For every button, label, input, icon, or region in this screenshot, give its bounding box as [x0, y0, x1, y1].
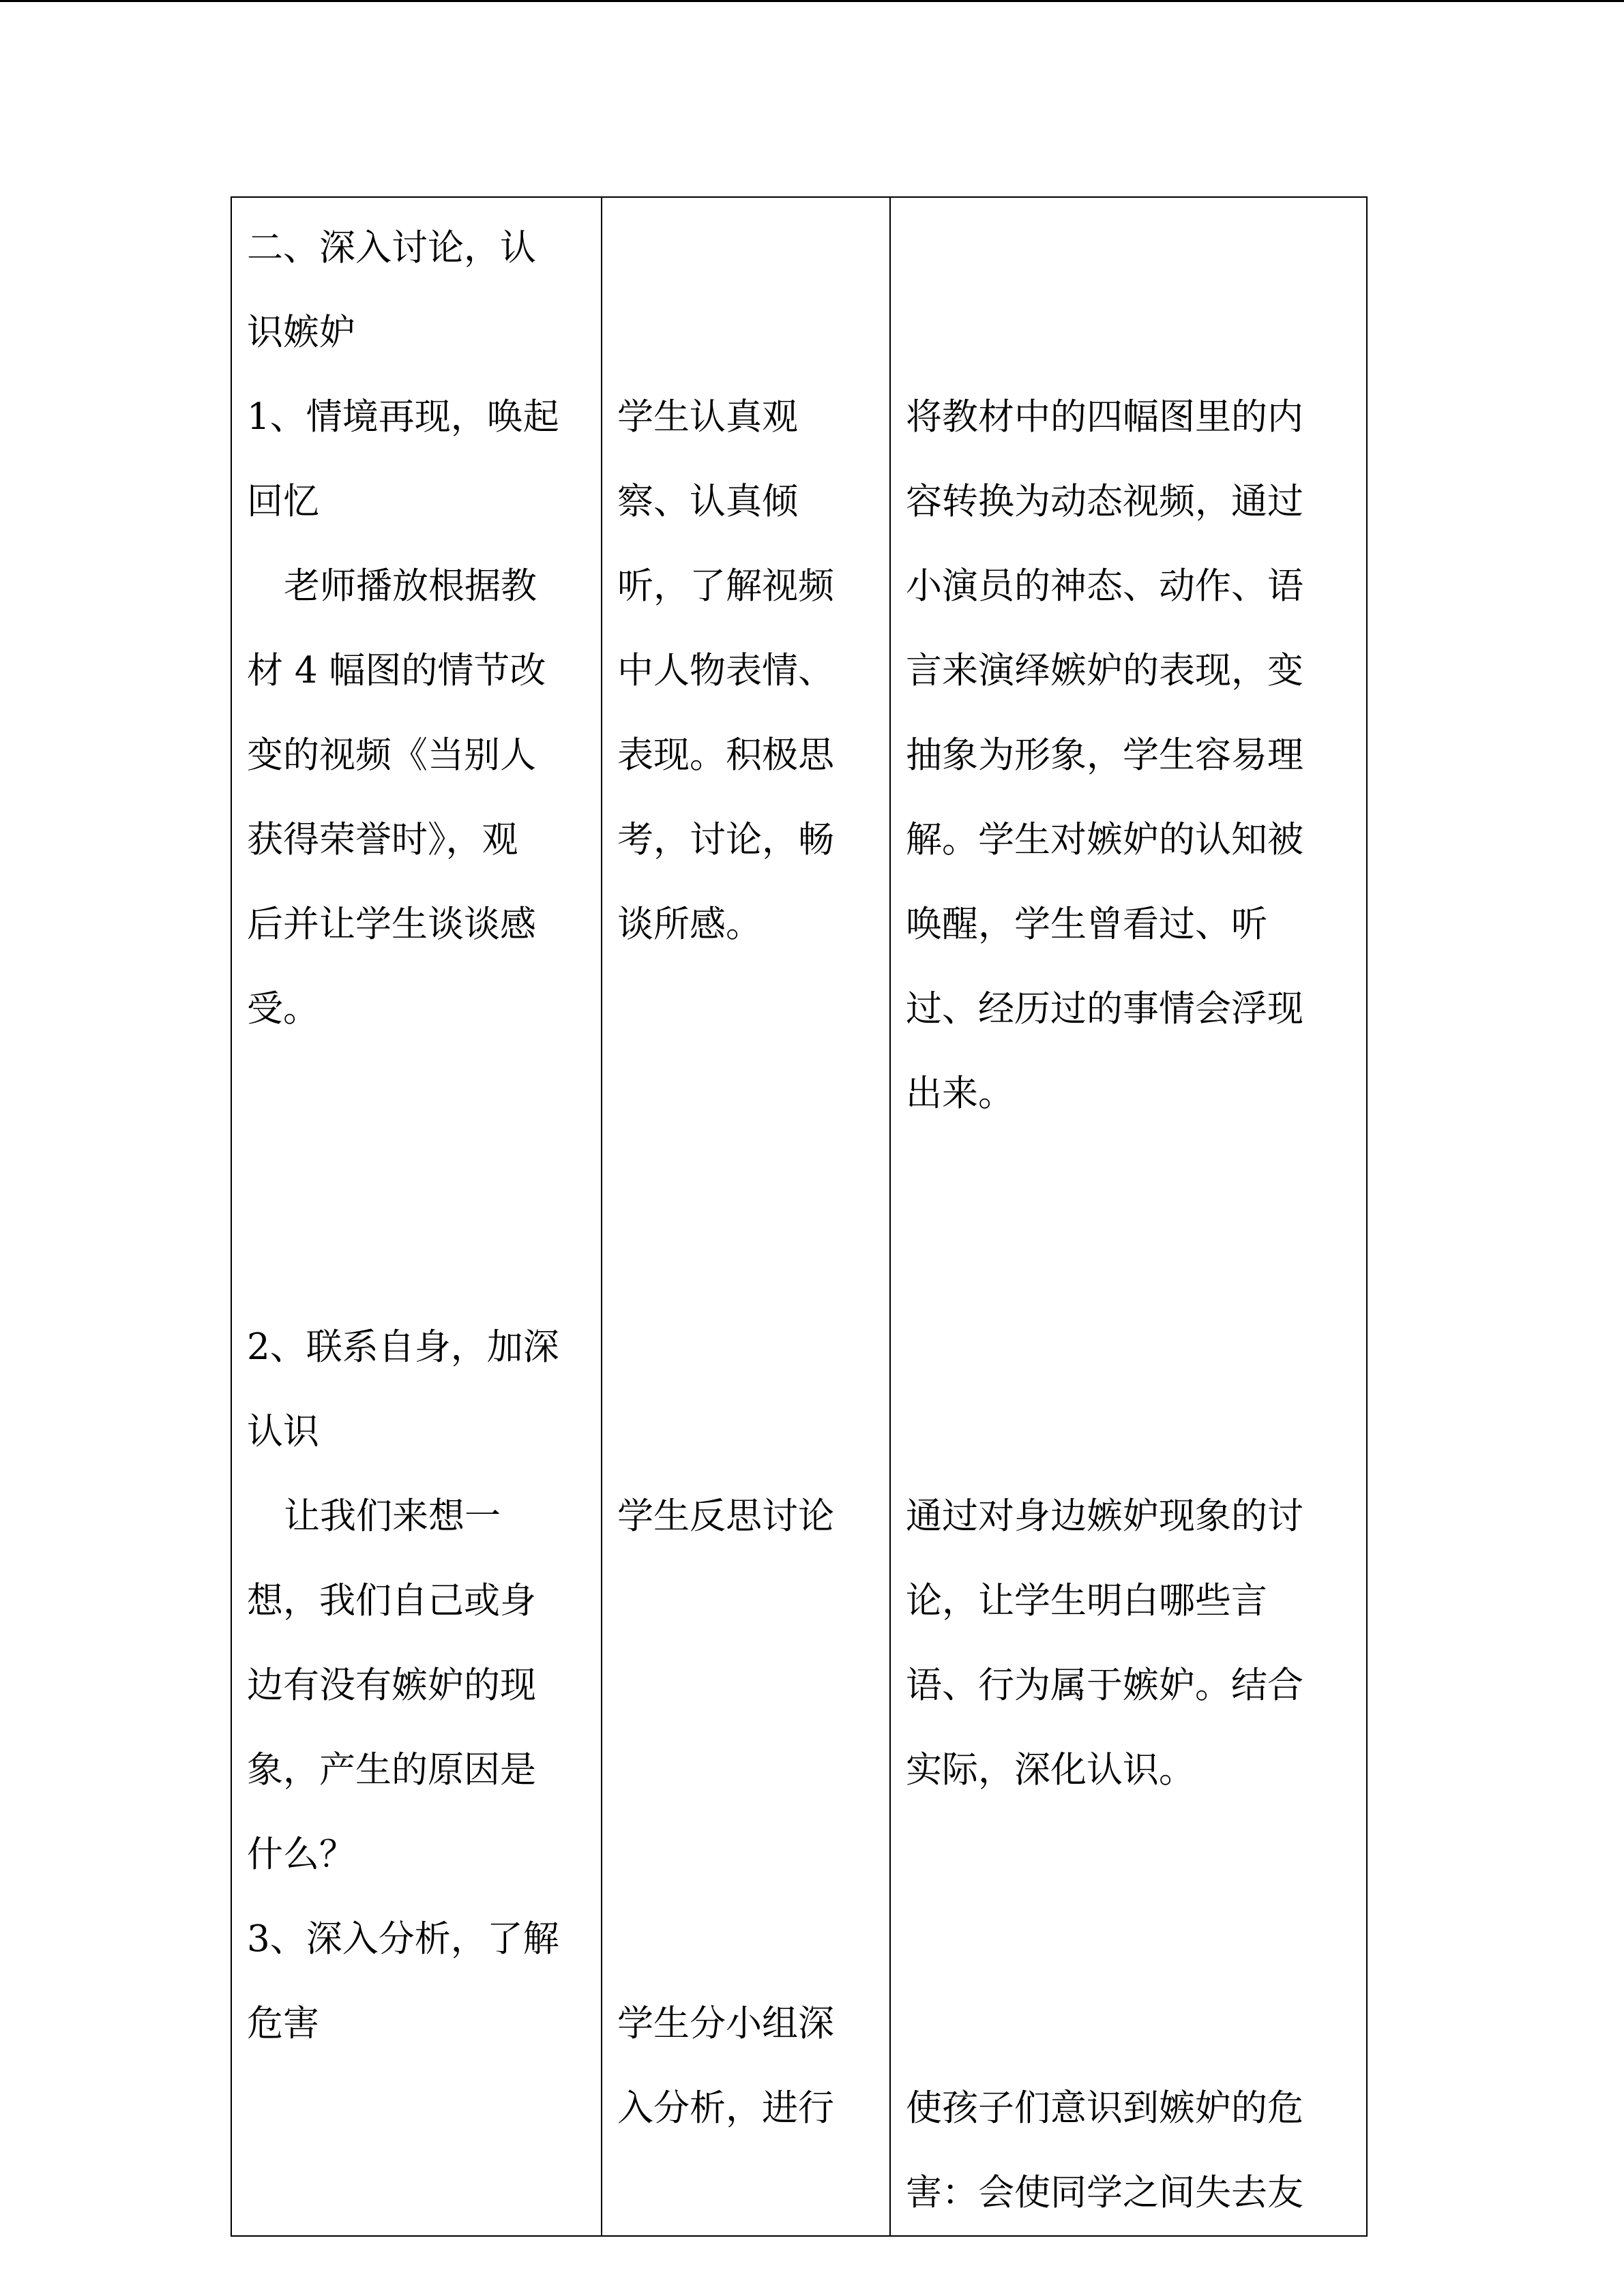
text-line: 识嫉妒: [247, 312, 355, 353]
text-line: 小演员的神态、动作、语: [906, 565, 1303, 607]
text-line: 听，了解视频: [617, 565, 834, 607]
text-line: [906, 1813, 1353, 1897]
student-activity-cell: [602, 197, 890, 2236]
text-line: 谈所感。: [617, 904, 762, 945]
text-line: 通过对身边嫉妒现象的讨: [906, 1495, 1303, 1537]
table-row: [231, 197, 1367, 2236]
text-line: 解。学生对嫉妒的认知被: [906, 819, 1303, 861]
text-line: [906, 1221, 1353, 1305]
text-line: 3、深入分析，了解: [247, 1918, 559, 1960]
text-line: 察、认真倾: [617, 481, 798, 522]
text-line: 实际，深化认识。: [906, 1749, 1195, 1791]
page-top-rule: [0, 0, 1624, 2]
text-line: 材 4 幅图的情节改: [247, 650, 546, 691]
text-line: [617, 1728, 876, 1813]
text-line: 认识: [247, 1411, 319, 1452]
text-line: [617, 1643, 876, 1728]
text-line: 使孩子们意识到嫉妒的危: [906, 2087, 1303, 2129]
text-line: 将教材中的四幅图里的内: [906, 396, 1303, 438]
text-line: 中人物表情、: [617, 650, 834, 691]
text-line: [617, 206, 876, 290]
text-line: [906, 206, 1353, 290]
text-line: 获得荣誉时》，观: [247, 819, 518, 861]
text-line: [617, 1221, 876, 1305]
text-line: 2、联系自身，加深: [247, 1326, 559, 1368]
text-line: [617, 1390, 876, 1474]
design-intent-cell: [890, 197, 1367, 2236]
text-line: 容转换为动态视频，通过: [906, 481, 1303, 522]
text-line: 边有没有嫉妒的现: [247, 1665, 536, 1706]
text-line: [617, 967, 876, 1052]
text-line: 语、行为属于嫉妒。结合: [906, 1665, 1303, 1706]
teaching-process-text: [247, 198, 587, 2066]
design-intent-text: [906, 198, 1353, 2235]
text-line: 唤醒，学生曾看过、听: [906, 904, 1267, 945]
text-line: [617, 1052, 876, 1136]
text-line: 言来演绎嫉妒的表现，变: [906, 650, 1303, 691]
text-line: [247, 1052, 587, 1136]
text-line: 考，讨论，畅: [617, 819, 834, 861]
text-line: 论，让学生明白哪些言: [906, 1580, 1267, 1622]
text-line: [906, 1897, 1353, 1982]
text-line: [617, 1305, 876, 1390]
text-line: 想，我们自己或身: [247, 1580, 536, 1622]
text-line: 老师播放根据教: [284, 565, 537, 607]
text-line: [617, 1559, 876, 1643]
text-line: 学生分小组深: [617, 2003, 834, 2044]
text-line: 抽象为形象，学生容易理: [906, 734, 1303, 776]
student-activity-text: [617, 198, 876, 2151]
text-line: [906, 1136, 1353, 1221]
text-line: 害：会使同学之间失去友: [906, 2172, 1303, 2213]
text-line: [247, 1221, 587, 1305]
text-line: [247, 1136, 587, 1221]
text-line: 危害: [247, 2003, 319, 2044]
text-line: 1、情境再现，唤起: [247, 396, 559, 438]
text-line: [906, 1305, 1353, 1390]
text-line: [617, 1136, 876, 1221]
text-line: [617, 1813, 876, 1897]
text-line: 回忆: [247, 481, 319, 522]
text-line: 学生反思讨论: [617, 1495, 834, 1537]
text-line: [906, 1390, 1353, 1474]
text-line: 学生认真观: [617, 396, 798, 438]
text-line: [906, 290, 1353, 375]
text-line: 变的视频《当别人: [247, 734, 536, 776]
text-line: 出来。: [906, 1073, 1014, 1114]
text-line: 二、深入讨论，认: [247, 227, 536, 269]
text-line: 让我们来想一: [284, 1495, 501, 1537]
text-line: [617, 290, 876, 375]
text-line: 过、经历过的事情会浮现: [906, 988, 1303, 1030]
text-line: 入分析，进行: [617, 2087, 834, 2129]
text-line: 受。: [247, 988, 319, 1030]
text-line: 后并让学生谈谈感: [247, 904, 536, 945]
lesson-plan-table: [231, 196, 1368, 2237]
text-line: 什么？: [247, 1834, 355, 1875]
text-line: [617, 1897, 876, 1982]
text-line: 象，产生的原因是: [247, 1749, 536, 1791]
text-line: [906, 1982, 1353, 2066]
text-line: 表现。积极思: [617, 734, 834, 776]
teaching-process-cell: [231, 197, 602, 2236]
